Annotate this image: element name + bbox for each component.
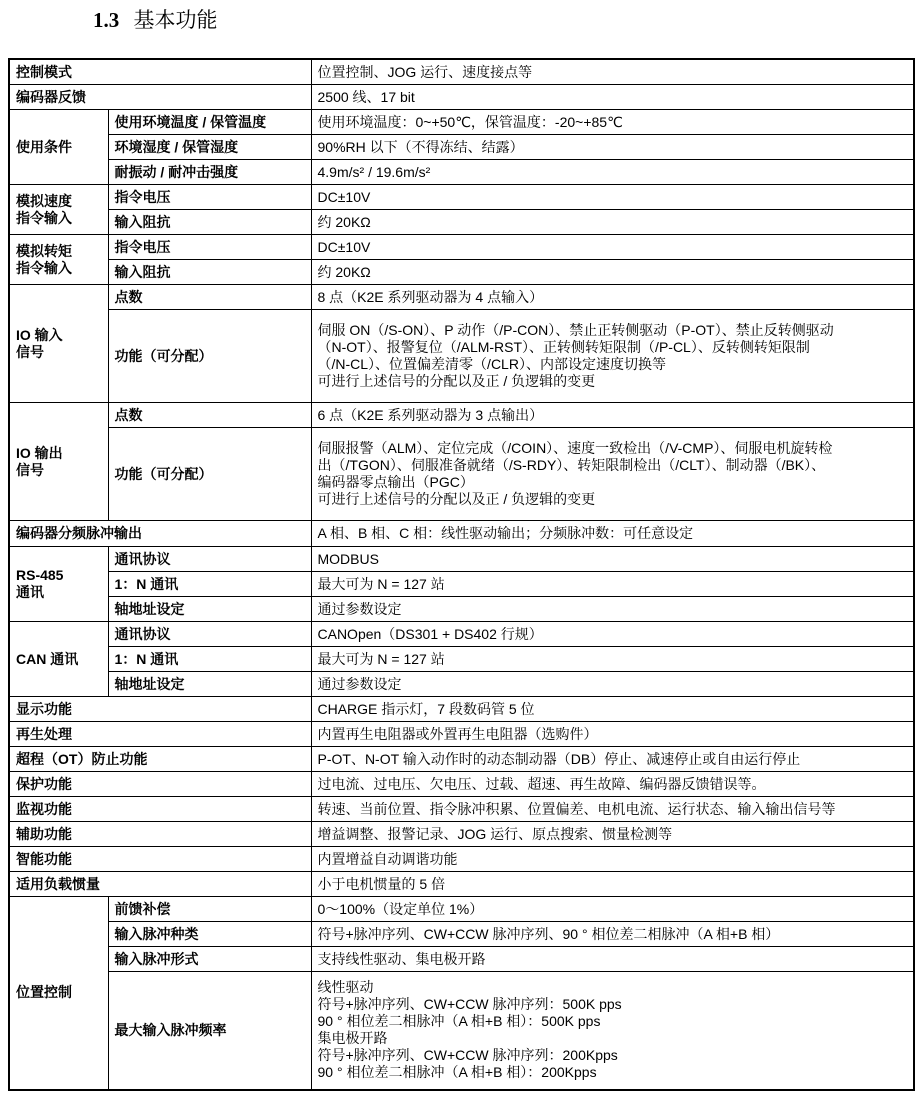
row-label: 指令电压 [108, 235, 311, 260]
section-title: 基本功能 [133, 8, 218, 32]
table-row [9, 847, 914, 872]
row-label: 编码器分频脉冲输出 [9, 521, 311, 547]
row-label: 超程（OT）防止功能 [9, 747, 311, 772]
value-line: 伺服报警（ALM）、定位完成（/COIN）、速度一致检出（/V-CMP）、伺服电机旋转检 [317, 440, 833, 456]
row-label: 1：N 通讯 [108, 572, 311, 597]
row-label: 适用负载惯量 [9, 872, 311, 897]
group-label-line: 信号 [16, 461, 44, 478]
row-value: CANOpen（DS301 + DS402 行规） [311, 622, 914, 647]
table-row [9, 235, 914, 260]
row-label: 辅助功能 [9, 822, 311, 847]
table-row [9, 110, 914, 135]
row-value: 转速、当前位置、指令脉冲积累、位置偏差、电机电流、运行状态、输入输出信号等 [311, 797, 914, 822]
row-value: A 相、B 相、C 相：线性驱动输出；分频脉冲数：可任意设定 [311, 521, 914, 547]
row-value: 内置增益自动调谐功能 [311, 847, 914, 872]
row-value: 使用环境温度：0~+50℃，保管温度：-20~+85℃ [311, 110, 914, 135]
row-value: 最大可为 N = 127 站 [311, 572, 914, 597]
row-value: 约 20KΩ [311, 210, 914, 235]
table-row [9, 772, 914, 797]
group-label-line: 通讯 [16, 584, 44, 600]
value-line: 可进行上述信号的分配以及正 / 负逻辑的变更 [317, 373, 596, 389]
row-value: 4.9m/s² / 19.6m/s² [311, 160, 914, 185]
table-row [9, 972, 914, 1090]
row-label: 点数 [108, 403, 311, 428]
row-label: 指令电压 [108, 185, 311, 210]
row-value: 90%RH 以下（不得冻结、结露） [311, 135, 914, 160]
row-value: 支持线性驱动、集电极开路 [311, 947, 914, 972]
table-row [9, 647, 914, 672]
row-label: 控制模式 [9, 59, 311, 85]
group-label-line: 指令输入 [16, 259, 72, 276]
section-heading [93, 4, 218, 36]
row-label: 最大输入脉冲频率 [108, 972, 311, 1090]
row-label: 输入脉冲种类 [108, 922, 311, 947]
row-value [311, 428, 914, 521]
group-label-line: 指令输入 [16, 209, 72, 226]
row-value: 增益调整、报警记录、JOG 运行、原点搜索、惯量检测等 [311, 822, 914, 847]
row-label: 点数 [108, 285, 311, 310]
row-value: 位置控制、JOG 运行、速度接点等 [311, 59, 914, 85]
row-value: 约 20KΩ [311, 260, 914, 285]
value-line: 符号+脉冲序列、CW+CCW 脉冲序列：500K pps [317, 996, 622, 1013]
table-row [9, 59, 914, 85]
group-label [9, 403, 108, 521]
table-row [9, 672, 914, 697]
row-value: 符号+脉冲序列、CW+CCW 脉冲序列、90 ° 相位差二相脉冲（A 相+B 相） [311, 922, 914, 947]
table-row [9, 872, 914, 897]
row-label: 功能（可分配） [108, 428, 311, 521]
row-value: 过电流、过电压、欠电压、过载、超速、再生故障、编码器反馈错误等。 [311, 772, 914, 797]
table-row [9, 428, 914, 521]
row-value: DC±10V [311, 235, 914, 260]
row-label: 轴地址设定 [108, 672, 311, 697]
table-row [9, 85, 914, 110]
row-value: DC±10V [311, 185, 914, 210]
row-label: 功能（可分配） [108, 310, 311, 403]
table-row [9, 622, 914, 647]
value-line: 90 ° 相位差二相脉冲（A 相+B 相）：500K pps [317, 1013, 601, 1030]
value-line: 编码器零点输出（PGC） [317, 474, 474, 490]
value-line: 伺服 ON（/S-ON）、P 动作（/P-CON）、禁止正转侧驱动（P-OT）、禁止反转侧驱动 [317, 322, 834, 338]
group-label [9, 285, 108, 403]
row-label: 再生处理 [9, 722, 311, 747]
table-row [9, 135, 914, 160]
row-label: 输入阻抗 [108, 260, 311, 285]
spec-table [8, 58, 915, 1091]
table-row [9, 285, 914, 310]
row-value: 8 点（K2E 系列驱动器为 4 点输入） [311, 285, 914, 310]
row-label: 保护功能 [9, 772, 311, 797]
group-label-line: 模拟速度 [16, 192, 72, 209]
group-label-line: 信号 [16, 343, 44, 360]
row-label: 使用环境温度 / 保管温度 [108, 110, 311, 135]
table-row [9, 897, 914, 922]
row-value [311, 310, 914, 403]
section-number: 1.3 [93, 8, 120, 32]
table-row [9, 260, 914, 285]
group-label-line: IO 输出 [16, 444, 63, 461]
table-row [9, 797, 914, 822]
group-label: CAN 通讯 [9, 622, 108, 697]
value-line: 符号+脉冲序列、CW+CCW 脉冲序列：200Kpps [317, 1047, 618, 1064]
group-label [9, 235, 108, 285]
value-line: （N-OT）、报警复位（/ALM-RST）、正转侧转矩限制（/P-CL）、反转侧转矩限制 [317, 339, 810, 355]
table-row [9, 822, 914, 847]
group-label: 位置控制 [9, 897, 108, 1090]
table-row [9, 160, 914, 185]
value-line: 线性驱动 [317, 979, 374, 996]
row-value: 0～100%（设定单位 1%） [311, 897, 914, 922]
row-value: 6 点（K2E 系列驱动器为 3 点输出） [311, 403, 914, 428]
row-value: MODBUS [311, 547, 914, 572]
table-row [9, 697, 914, 722]
table-row [9, 747, 914, 772]
table-row [9, 547, 914, 572]
row-label: 1：N 通讯 [108, 647, 311, 672]
row-value: 通过参数设定 [311, 597, 914, 622]
row-label: 轴地址设定 [108, 597, 311, 622]
row-label: 输入脉冲形式 [108, 947, 311, 972]
value-line: 集电极开路 [317, 1030, 388, 1047]
row-value: 通过参数设定 [311, 672, 914, 697]
table-row [9, 210, 914, 235]
table-row [9, 521, 914, 547]
row-label: 监视功能 [9, 797, 311, 822]
row-label: 智能功能 [9, 847, 311, 872]
table-row [9, 185, 914, 210]
group-label [9, 547, 108, 622]
table-row [9, 722, 914, 747]
row-value: 最大可为 N = 127 站 [311, 647, 914, 672]
row-value: 小于电机惯量的 5 倍 [311, 872, 914, 897]
row-value: CHARGE 指示灯，7 段数码管 5 位 [311, 697, 914, 722]
row-label: 环境湿度 / 保管湿度 [108, 135, 311, 160]
value-line: 90 ° 相位差二相脉冲（A 相+B 相）：200Kpps [317, 1064, 597, 1081]
row-value: P-OT、N-OT 输入动作时的动态制动器（DB）停止、减速停止或自由运行停止 [311, 747, 914, 772]
row-label: 显示功能 [9, 697, 311, 722]
table-row [9, 922, 914, 947]
row-value [311, 972, 914, 1090]
table-row [9, 310, 914, 403]
group-label-line: 模拟转矩 [16, 242, 72, 259]
group-label-line: RS-485 [16, 567, 64, 583]
table-row [9, 403, 914, 428]
value-line: 出（/TGON）、伺服准备就绪（/S-RDY）、转矩限制检出（/CLT）、制动器（/BK）、 [317, 457, 826, 473]
value-line: （/N-CL）、位置偏差清零（/CLR）、内部设定速度切换等 [317, 356, 666, 372]
group-label-line: IO 输入 [16, 326, 63, 343]
row-label: 通讯协议 [108, 547, 311, 572]
row-label: 通讯协议 [108, 622, 311, 647]
group-label [9, 185, 108, 235]
table-row [9, 572, 914, 597]
row-label: 耐振动 / 耐冲击强度 [108, 160, 311, 185]
row-label: 编码器反馈 [9, 85, 311, 110]
value-line: 可进行上述信号的分配以及正 / 负逻辑的变更 [317, 491, 596, 507]
table-row [9, 597, 914, 622]
row-value: 2500 线、17 bit [311, 85, 914, 110]
row-label: 输入阻抗 [108, 210, 311, 235]
group-label: 使用条件 [9, 110, 108, 185]
row-label: 前馈补偿 [108, 897, 311, 922]
row-value: 内置再生电阻器或外置再生电阻器（选购件） [311, 722, 914, 747]
table-row [9, 947, 914, 972]
